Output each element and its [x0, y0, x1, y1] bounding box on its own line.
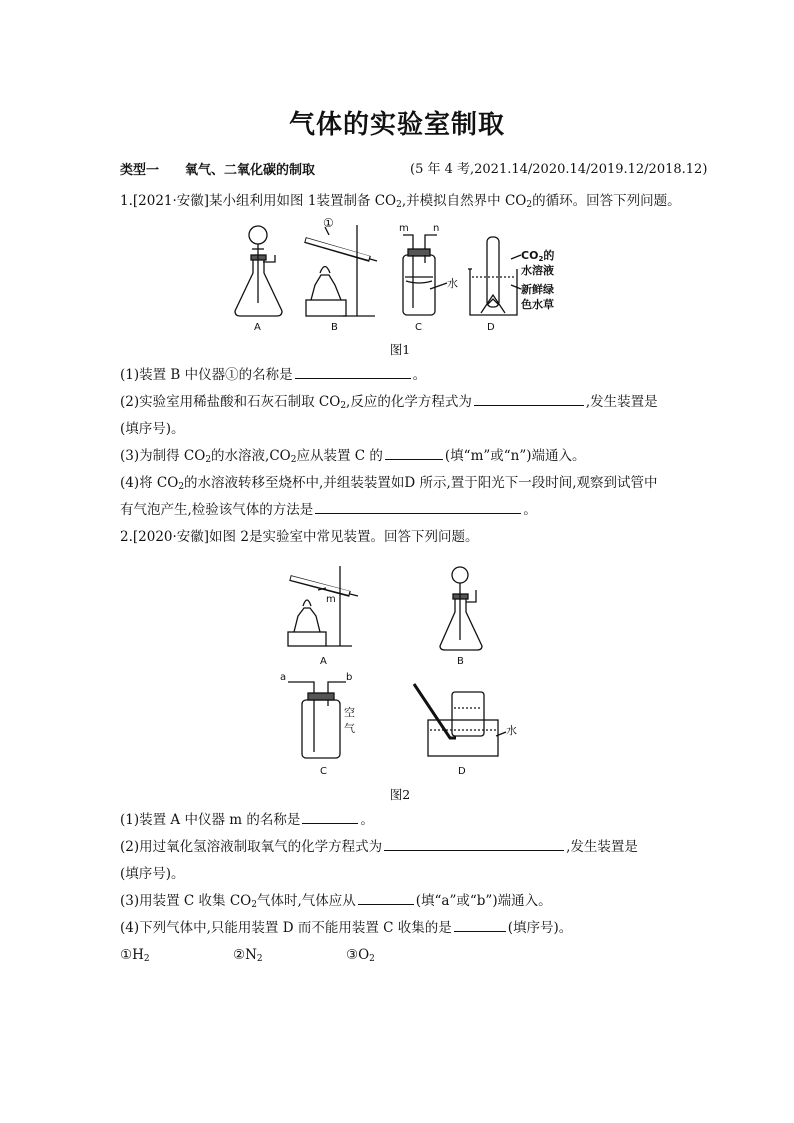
svg-text:CO2的: CO2的	[521, 249, 555, 263]
type-label: 类型一 氧气、二氧化碳的制取	[120, 163, 316, 178]
svg-text:D: D	[487, 322, 495, 333]
svg-text:A: A	[320, 656, 327, 667]
q1-part2: (2)实验室用稀盐酸和石灰石制取 $CO_2$,反应的化学方程式为 ,发生装置是	[120, 394, 658, 411]
figure-2	[270, 560, 530, 785]
q2-part1: (1)装置 A 中仪器 m 的名称是 。	[120, 812, 374, 828]
option-3: $③O_2$	[346, 947, 375, 964]
svg-text:m: m	[326, 594, 336, 605]
q1-part4: (4)将 $CO_2$的水溶液转移至烧杯中,并组装装置如D 所示,置于阳光下一段时间,观察到试管中	[120, 475, 658, 492]
svg-text:B: B	[331, 322, 338, 333]
svg-text:C: C	[415, 322, 422, 333]
svg-text:色水草: 色水草	[521, 298, 554, 311]
option-1: $①H_2$	[120, 947, 150, 964]
q1-part4-cont: 有气泡产生,检验该气体的方法是 。	[120, 502, 537, 518]
figure-2-caption: 图2	[389, 787, 411, 802]
type-heading	[120, 161, 708, 180]
svg-text:空: 空	[344, 706, 355, 719]
svg-text:A: A	[254, 322, 261, 333]
label-m: m	[399, 223, 409, 234]
apparatus-1d	[468, 237, 521, 315]
svg-text:气: 气	[344, 722, 355, 735]
q1-stem: 1.[2021·安徽]某小组利用如图 1装置制备 $CO_2$,并模拟自然界中 $CO_2$的循环。回答下列问题。	[120, 193, 681, 210]
svg-text:D: D	[458, 766, 466, 777]
label-water: 水	[447, 277, 458, 290]
apparatus-1c	[403, 235, 447, 315]
q1-part1: (1)装置 B 中仪器①的名称是 。	[120, 367, 427, 383]
q2-stem: 2.[2020·安徽]如图 2是实验室中常见装置。回答下列问题。	[120, 529, 479, 545]
apparatus-2a	[288, 566, 358, 646]
apparatus-2d	[414, 684, 506, 756]
svg-text:水溶液: 水溶液	[521, 264, 554, 277]
q1-part3: (3)为制得 $CO_2$的水溶液$,CO_2$应从装置 C 的 (填“m”或“n”)端通入。	[120, 448, 586, 465]
q2-part4: (4)下列气体中,只能用装置 D 而不能用装置 C 收集的是 (填序号)。	[120, 920, 573, 936]
svg-text:C: C	[320, 766, 327, 777]
type-meta: (5 年 4 考,2021.14/2020.14/2019.12/2018.12)	[410, 162, 708, 177]
svg-text:新鲜绿: 新鲜绿	[521, 283, 554, 296]
svg-text:B: B	[457, 656, 464, 667]
label-n: n	[433, 223, 440, 234]
figure-1	[225, 215, 575, 340]
svg-text:b: b	[346, 672, 353, 683]
q1-part2-cont: (填序号)。	[120, 421, 185, 437]
svg-text:水: 水	[506, 724, 517, 737]
marker-label: ①	[323, 216, 334, 230]
apparatus-1a	[235, 226, 282, 316]
q2-part3: (3)用装置 C 收集 $CO_2$气体时,气体应从 (填“a”或“b”)端通入。	[120, 893, 552, 910]
q2-part2: (2)用过氧化氢溶液制取氧气的化学方程式为 ,发生装置是	[120, 839, 638, 855]
svg-text:a: a	[280, 672, 287, 683]
apparatus-2b	[440, 567, 482, 650]
option-2: $②N_2$	[233, 947, 263, 964]
apparatus-1b	[305, 225, 377, 316]
q2-part2-cont: (填序号)。	[120, 866, 185, 882]
figure-1-caption: 图1	[389, 342, 411, 357]
apparatus-2c	[288, 682, 346, 758]
page-title: 气体的实验室制取	[288, 110, 505, 140]
